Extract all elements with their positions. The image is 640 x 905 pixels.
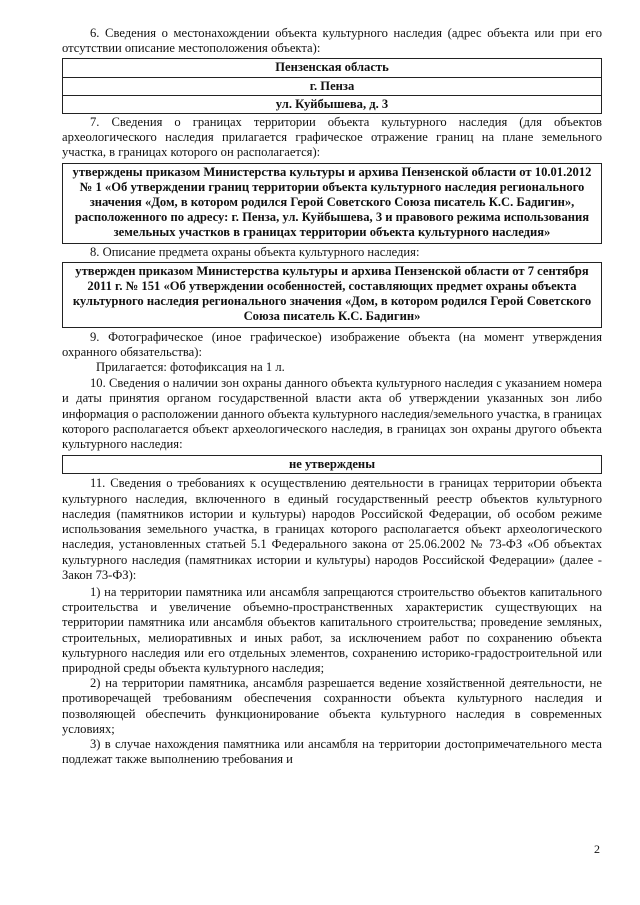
territory-box [62, 163, 602, 244]
zones-box [62, 455, 602, 474]
address-city: г. Пенза [63, 78, 601, 96]
address-region: Пензенская область [63, 59, 601, 77]
address-street: ул. Куйбышева, д. 3 [275, 96, 389, 111]
address-box [62, 58, 602, 114]
section-9-text: 9. Фотографическое (иное графическое) изображение объекта (на момент утверждения охранного обязательства): [62, 329, 602, 359]
section-9-attachment: Прилагается: фотофиксация на 1 л. [96, 360, 285, 375]
section-11-item-2: 2) на территории памятника, ансамбля разрешается ведение хозяйственной деятельности, не противоречащей требованиям обеспечения сохранности объекта культурного наследия и позволяющей обеспечить функционирование объекта культурного наследия в современных условиях; [62, 676, 602, 736]
section-6-text: 6. Сведения о местонахождении объекта культурного наследия (адрес объекта или при его отсутствии описание местоположения объекта): [62, 26, 602, 56]
section-11-text: 11. Сведения о требованиях к осуществлению деятельности в границах территории объекта культурного наследия, включенного в единый государственный реестр объектов культурного наследия (памятников истории и культуры) народов Российской Федерации, об особом режиме использования земельного участка, в границах которого располагается объект археологического наследия, установленных статьей 5.1 Федерального закона от 25.06.2002 № 73-ФЗ «Об объектах культурного наследия (памятниках истории и культуры) народов Российской Федерации» (далее - Закон 73-ФЗ): [62, 476, 602, 582]
territory-order: утверждены приказом Министерства культуры и архива Пензенской области от 10.01.2012 № 1 «Об утверждении границ территории объекта культурного наследия регионального значения «Дом, в котором родился Герой Советского Союза писатель К.С. Бадигин», расположенного по адресу: г. Пенза, ул. Куйбышева, 3 и правового режима использования земельных участков в границах территории объекта культурного наследия» [72, 164, 592, 240]
page-number: 2 [594, 842, 600, 856]
protection-box [62, 262, 602, 328]
section-11-item-1: 1) на территории памятника или ансамбля запрещаются строительство объектов капитального строительства и увеличение объемно-пространственных характеристик существующих на территории памятника или ансамбля объектов капитального строительства; проведение земляных, строительных, мелиоративных и иных работ, за исключением работ по сохранению объекта культурного наследия или его отдельных элементов, сохранению историко-градостроительной или природной среды объекта культурного наследия; [62, 584, 602, 675]
document-page [62, 26, 602, 767]
zones-status: не утверждены [288, 457, 376, 472]
section-8-text: 8. Описание предмета охраны объекта культурного наследия: [90, 244, 420, 259]
section-10-text: 10. Сведения о наличии зон охраны данного объекта культурного наследия с указанием номера и даты принятия органом государственной власти акта об утверждении указанных зон либо информация о расположении данного объекта культурного наследия/земельного участка, в границах которого располагается объект археологического наследия, в границах зон охраны другого объекта культурного наследия: [62, 376, 602, 452]
protection-order: утвержден приказом Министерства культуры и архива Пензенской области от 7 сентября 2011 г. № 151 «Об утверждении особенностей, составляющих предмет охраны объекта культурного наследия регионального значения «Дом, в котором родился Герой Советского Союза писатель К.С. Бадигин» [72, 263, 592, 324]
section-11-item-3: 3) в случае нахождения памятника или ансамбля на территории достопримечательного места подлежат также выполнению требования и [62, 736, 602, 767]
section-7-text: 7. Сведения о границах территории объекта культурного наследия (для объектов археологического наследия прилагается графическое отражение границ на плане земельного участка, в границах которого он располагается): [62, 115, 602, 160]
